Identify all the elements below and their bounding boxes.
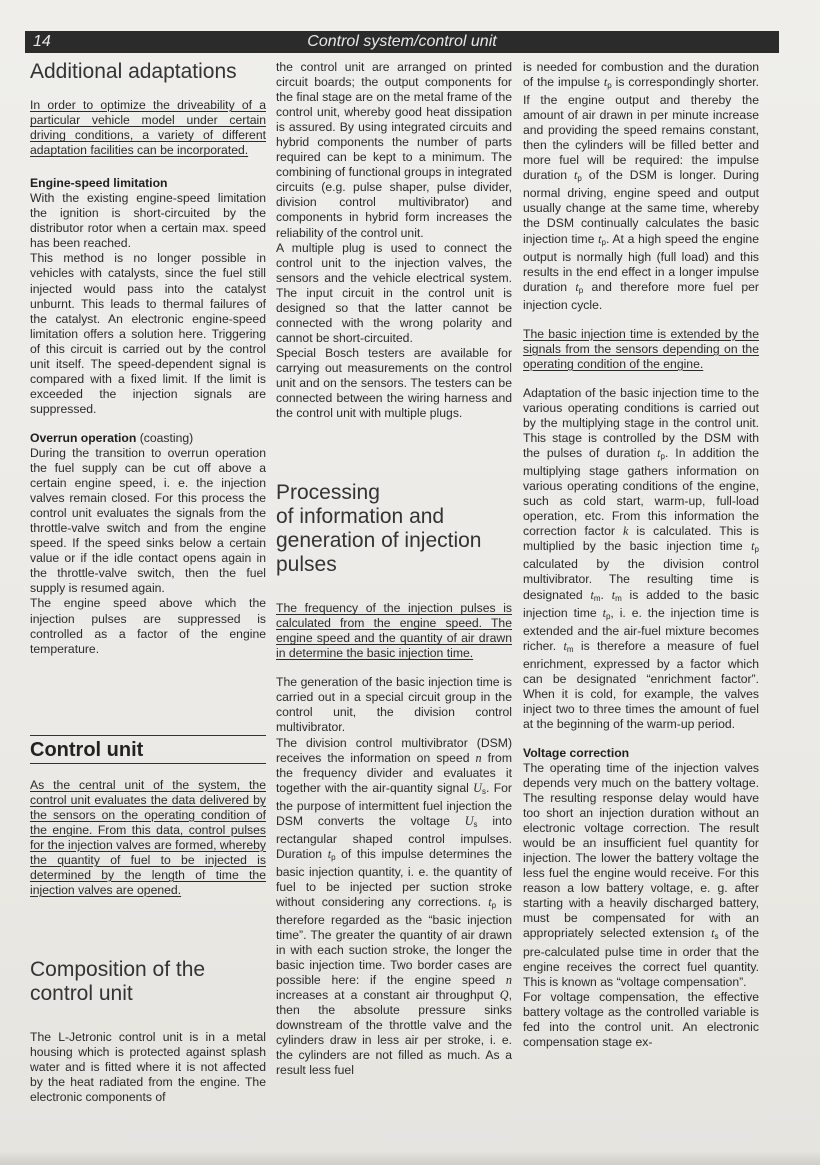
text: The division control multivibrator (DSM) receives the information on speed [276,735,512,765]
variable-t: t [602,605,606,620]
variable-t: t [575,279,579,294]
variable-t: t [598,231,602,246]
heading-overrun-bold: Overrun operation [30,430,137,445]
page-edge-shadow [0,1151,820,1165]
paragraph [523,386,759,732]
text: . In addition the multiplying stage gathers information on various operating conditions of the engine, such as cold start, warm-up, full-load operation, etc. From this information the correction factor [523,446,759,539]
text: is added to the basic injection time [523,587,759,620]
intro-extension: The basic injection time is extended by the signals from the sensors depending on the operating condition of the engine. [523,326,759,371]
text: , i. e. the injection time is extended and the air-fuel mixture becomes richer. [523,605,759,653]
text: increases at a constant air throughput [276,988,500,1003]
paragraph: During the transition to overrun operation the fuel supply can be cut off above a certain engine speed, i. e. the injection valves remain closed. For this process the control unit evaluates the signals from the throttle-valve switch and from the engine speed. If the speed sinks below a certain value or if the idle contact opens again in the throttle-valve switch, then the fuel supply is resumed again. [30,445,266,596]
text: of the DSM is longer. During normal driving, engine speed and output usually change at the same time, whereby the DSM continually calculates the basic injection time [523,168,759,246]
variable-Q: Q [499,988,509,1003]
heading-control-unit: Control unit [30,735,266,764]
variable-U: U [473,780,482,795]
text: is therefore a measure of fuel enrichment, expressed by a factor which can be designated “enrichment factor”. When it is cold, for example, the valves inject two to three times the amount of fuel at the beginning of the warm-up period. [523,638,759,731]
text: is correspondingly shorter. If the engine output and thereby the amount of air drawn in per minute increase and providing the speed remains constant, then the cylinders will be filled better and more fuel will be required: the impulse duration [523,75,759,183]
text: calculated by the division control multivibrator. The resulting time is designated [523,557,759,602]
intro-processing: The frequency of the injection pulses is calculated from the engine speed. The engine speed and the quantity of air drawn in determine the basic injection time. [276,601,512,661]
variable-t: t [488,894,492,909]
paragraph: This method is no longer possible in vehicles with catalysts, since the fuel still injected would pass into the catalyst unburnt. This leads to thermal failures of the catalyst. An electronic engine-speed limitation offers a solution here. Triggering of this circuit is carried out by the control unit itself. The speed-dependent signal is compared with a fixed limit. If the limit is exceeded the injection signals are suppressed. [30,251,266,416]
text: of this impulse determines the basic injection quantity, i. e. the quantity of fuel to be injected per suction stroke without considering any corrections. [276,846,512,909]
heading-processing-line: pulses [276,553,337,577]
variable-t: t [711,926,715,941]
subscript: p [491,900,497,910]
running-header [25,31,779,53]
subscript: m [566,644,574,654]
paragraph: The generation of the basic injection time is carried out in a special circuit group in the control unit, the division control multivibrator. [276,675,512,735]
variable-t: t [574,168,578,183]
text: . For the purpose of intermittent fuel injection the DSM converts the voltage [276,780,512,828]
subscript: p [660,452,665,462]
heading-composition: Composition of the control unit [30,958,206,1006]
column-left [30,60,266,1105]
subscript: p [577,174,582,184]
paragraph [523,761,759,990]
variable-t: t [563,638,567,653]
variable-t: t [590,587,594,602]
subscript: p [331,852,336,862]
heading-voltage-correction: Voltage correction [523,745,630,760]
heading-additional-adaptations: Additional adaptations [30,60,237,83]
text: . At a high speed the engine output is normally high (full load) and this results in the end effect in a longer impulse duration [523,231,759,294]
subscript: p [605,611,611,621]
subscript: m [593,593,601,603]
paragraph: the control unit are arranged on printed circuit boards; the output components for the final stage are on the metal frame of the control unit, whereby good heat dissipation is assured. By using integrated circuits and hybrid components the number of parts required can be kept to a minimum. The combining of functional groups in integrated circuits (e.g. pulse shaper, pulse divider, division control multivibrator) and components in hybrid form increases the reliability of the control unit. [276,60,512,240]
text: Adaptation of the basic injection time to the various operating conditions is carried out by the multiplying stage in the control unit. This stage is controlled by the DSM with the pulses of duration [523,385,759,461]
variable-t: t [751,539,755,554]
page-number: 14 [33,33,51,50]
variable-t: t [327,846,332,861]
column-middle [276,60,512,1079]
heading-engine-speed-limitation: Engine-speed limitation [30,176,168,191]
heading-overrun-operation [30,431,266,446]
subscript: s [473,819,478,829]
text: is therefore regarded as the “basic injection time”. The greater the quantity of air drawn in with each suction stroke, the longer the basic injection time. Two border cases are possible here: if the engine speed [276,894,512,988]
running-title: Control system/control unit [307,33,497,50]
heading-processing-line: Processing [276,481,380,505]
variable-t: t [657,446,661,461]
subscript: p [754,545,759,555]
subscript: s [481,786,486,796]
text: and therefore more fuel per injection cycle. [523,279,759,312]
intro-additional-adaptations: In order to optimize the driveability of a particular vehicle model under certain driving conditions, a variety of different adaptation facilities can be incorporated. [30,98,266,158]
paragraph: Special Bosch testers are available for carrying out measurements on the control unit and on the sensors. The testers can be connected between the wiring harness and the control unit with multiple plugs. [276,345,512,421]
subscript: p [601,237,606,247]
text: into rectangular shaped control impulses. Duration [276,813,512,861]
variable-n: n [505,973,512,988]
text: of the pre-calculated pulse time in order that the engine receives the correct fuel quantity. This is known as “voltage compensation”. [523,926,759,989]
variable-n: n [475,750,482,765]
intro-control-unit: As the central unit of the system, the control unit evaluates the data delivered by the sensors on the operating condition of the engine. From this data, control pulses for the injection valves are formed, whereby the quantity of fuel to be injected is determined by the length of time the injection valves are opened. [30,777,266,897]
text: is needed for combustion and the duration of the impulse [523,60,759,90]
text: is calculated. This is multiplied by the basic injection time [523,524,760,554]
paragraph: For voltage compensation, the effective battery voltage as the controlled variable is fed into the control unit. An electronic compensation stage ex- [523,989,759,1049]
variable-t: t [603,75,608,90]
text: . [600,587,612,602]
heading-processing-line: of information and [276,505,445,529]
heading-overrun-suffix: (coasting) [136,430,194,445]
paragraph: With the existing engine-speed limitation the ignition is short-circuited by the distributor rotor when a certain max. speed has been reached. [30,191,266,251]
subscript: p [578,285,584,295]
heading-processing [276,481,512,577]
text: , then the absolute pressure sinks downstream of the throttle valve and the cylinders draw in less air per stroke, i. e. the cylinders are not filled as much. As a result less fuel [276,988,512,1078]
variable-U: U [464,813,474,828]
paragraph [523,60,759,313]
heading-processing-line: generation of injection [276,529,482,553]
paragraph-dsm [276,736,512,1079]
variable-t: t [611,587,616,602]
variable-k: k [622,524,629,539]
text: The operating time of the injection valves depends very much on the battery voltage. The resulting response delay would have too short an injection duration without an electronic voltage correction. The result would be an insufficient fuel quantity for injection. The lower the battery voltage the less fuel the engine would receive. For this reason a low battery voltage, e. g. after starting with a heavily discharged battery, must be compensated for with an appropriately selected extension [523,760,759,941]
text: from the frequency divider and evaluates it together with the air-quantity signal [276,750,512,795]
column-right [523,60,759,1050]
paragraph: A multiple plug is used to connect the control unit to the injection valves, the sensors and the vehicle electrical system. The input circuit in the control unit is designed so that the latter cannot be connected with the wrong polarity and cannot be short-circuited. [276,240,512,345]
paragraph: The L-Jetronic control unit is in a metal housing which is protected against splash water and is fitted where it is not affected by the heat radiated from the engine. The electronic components of [30,1030,266,1105]
subscript: s [714,932,719,942]
subscript: m [615,593,622,603]
paragraph: The engine speed above which the injection pulses are suppressed is controlled as a factor of the engine temperature. [30,596,266,656]
subscript: p [607,81,612,91]
